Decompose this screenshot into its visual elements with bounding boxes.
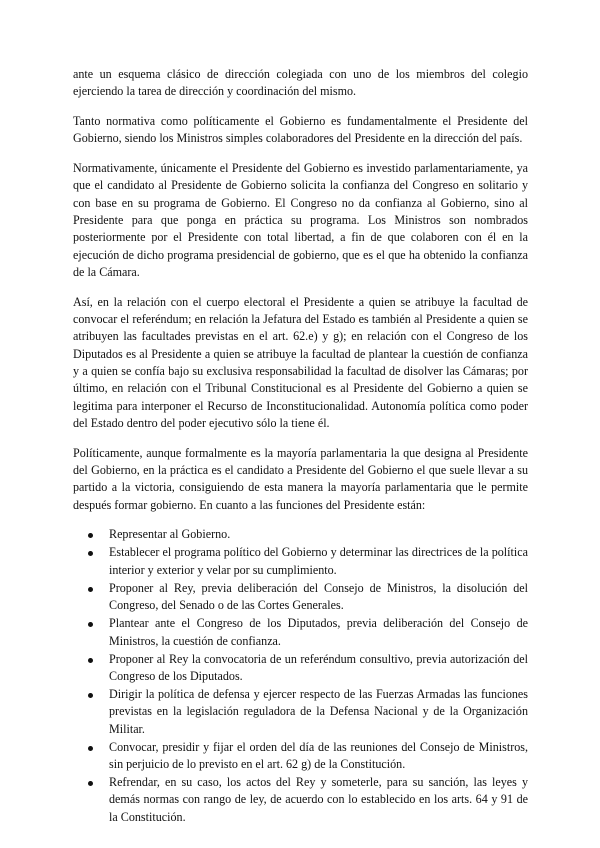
list-item-text: Proponer al Rey, previa deliberación del Consejo de Ministros, la disolución del Congreso, del Senado o de las Cortes Generales.	[109, 580, 528, 613]
list-item-text: Refrendar, en su caso, los actos del Rey y someterle, para su sanción, las leyes y demás normas con rango de ley, de acuerdo con lo establecido en los arts. 64 y 91 de la Constitución.	[109, 775, 528, 824]
list-item	[73, 580, 528, 615]
list-item	[73, 686, 528, 738]
bullet-dot-icon	[88, 781, 93, 786]
list-item-text: Establecer el programa político del Gobierno y determinar las directrices de la política interior y exterior y velar por su cumplimiento.	[109, 545, 528, 577]
paragraph-intro-continuation: ante un esquema clásico de dirección colegiada con uno de los miembros del colegio ejerciendo la tarea de dirección y coordinación del mismo.	[73, 67, 528, 99]
list-item	[73, 544, 528, 579]
bullet-dot-icon	[88, 533, 93, 538]
functions-list	[73, 526, 528, 826]
list-item-text: Plantear ante el Congreso de los Diputados, previa deliberación del Consejo de Ministros, la cuestión de confianza.	[109, 616, 528, 648]
list-item-text: Proponer al Rey la convocatoria de un referéndum consultivo, previa autorización del Congreso de los Diputados.	[109, 651, 528, 683]
paragraph-president-role: Tanto normativa como políticamente el Gobierno es fundamentalmente el Presidente del Gobierno, siendo los Ministros simples colaboradores del Presidente en la dirección del país.	[73, 114, 528, 146]
list-item-text: Convocar, presidir y fijar el orden del día de las reuniones del Consejo de Ministros, sin perjuicio de lo previsto en el art. 62 g) de la Constitución.	[109, 739, 528, 771]
list-item	[73, 615, 528, 650]
list-item	[73, 526, 528, 543]
bullet-dot-icon	[88, 622, 93, 627]
list-item	[73, 774, 528, 826]
bullet-dot-icon	[88, 551, 93, 556]
paragraph-normative-investiture: Normativamente, únicamente el Presidente del Gobierno es investido parlamentariamente, ya que el candidato al Presidente de Gobierno solicita la confianza del Congreso en solitario y con base en su programa de Gobierno. El Congreso no da confianza al Gobierno, sino al Presidente para que ponga en práctica su programa. Los Ministros son nombrados posteriormente por el Presidente con total libertad, a fin de que colaboren con él en la ejecución de dicho programa presidencial de gobierno, que es el que ha obtenido la confianza de la Cámara.	[73, 161, 528, 279]
paragraph-political-functions: Políticamente, aunque formalmente es la mayoría parlamentaria la que designa al Presidente del Gobierno, en la práctica es el candidato a Presidente del Gobierno el que suele llevar a su partido a la victoria, consiguiendo de esta manera la mayoría parlamentaria que le permite después formar gobierno. En cuanto a las funciones del Presidente están:	[73, 445, 528, 512]
bullet-dot-icon	[88, 658, 93, 663]
paragraph-relations: Así, en la relación con el cuerpo electoral el Presidente a quien se atribuye la facultad de convocar el referéndum; en relación la Jefatura del Estado es también al Presidente a quien se atribuyen las facultades previstas en el art. 62.e) y g); en relación con el Congreso de los Diputados es al Presidente a quien se atribuye la facultad de plantear la cuestión de confianza y a quien se confía bajo su exclusiva responsabilidad la facultad de disolver las Cámaras; por último, en relación con el Tribunal Constitucional es al Presidente del Gobierno a quien se legitima para interponer el Recurso de Inconstitucionalidad. Autonomía política como poder del Estado dentro del poder ejecutivo sólo la tiene él.	[73, 294, 528, 430]
list-item-text: Dirigir la política de defensa y ejercer respecto de las Fuerzas Armadas las funciones previstas en la legislación reguladora de la Defensa Nacional y de la Organización Militar.	[109, 686, 528, 736]
bullet-dot-icon	[88, 746, 93, 751]
document-page	[73, 66, 528, 827]
bullet-dot-icon	[88, 693, 93, 698]
list-item	[73, 651, 528, 686]
list-item-text: Representar al Gobierno.	[109, 527, 231, 542]
bullet-dot-icon	[88, 587, 93, 592]
list-item	[73, 739, 528, 774]
